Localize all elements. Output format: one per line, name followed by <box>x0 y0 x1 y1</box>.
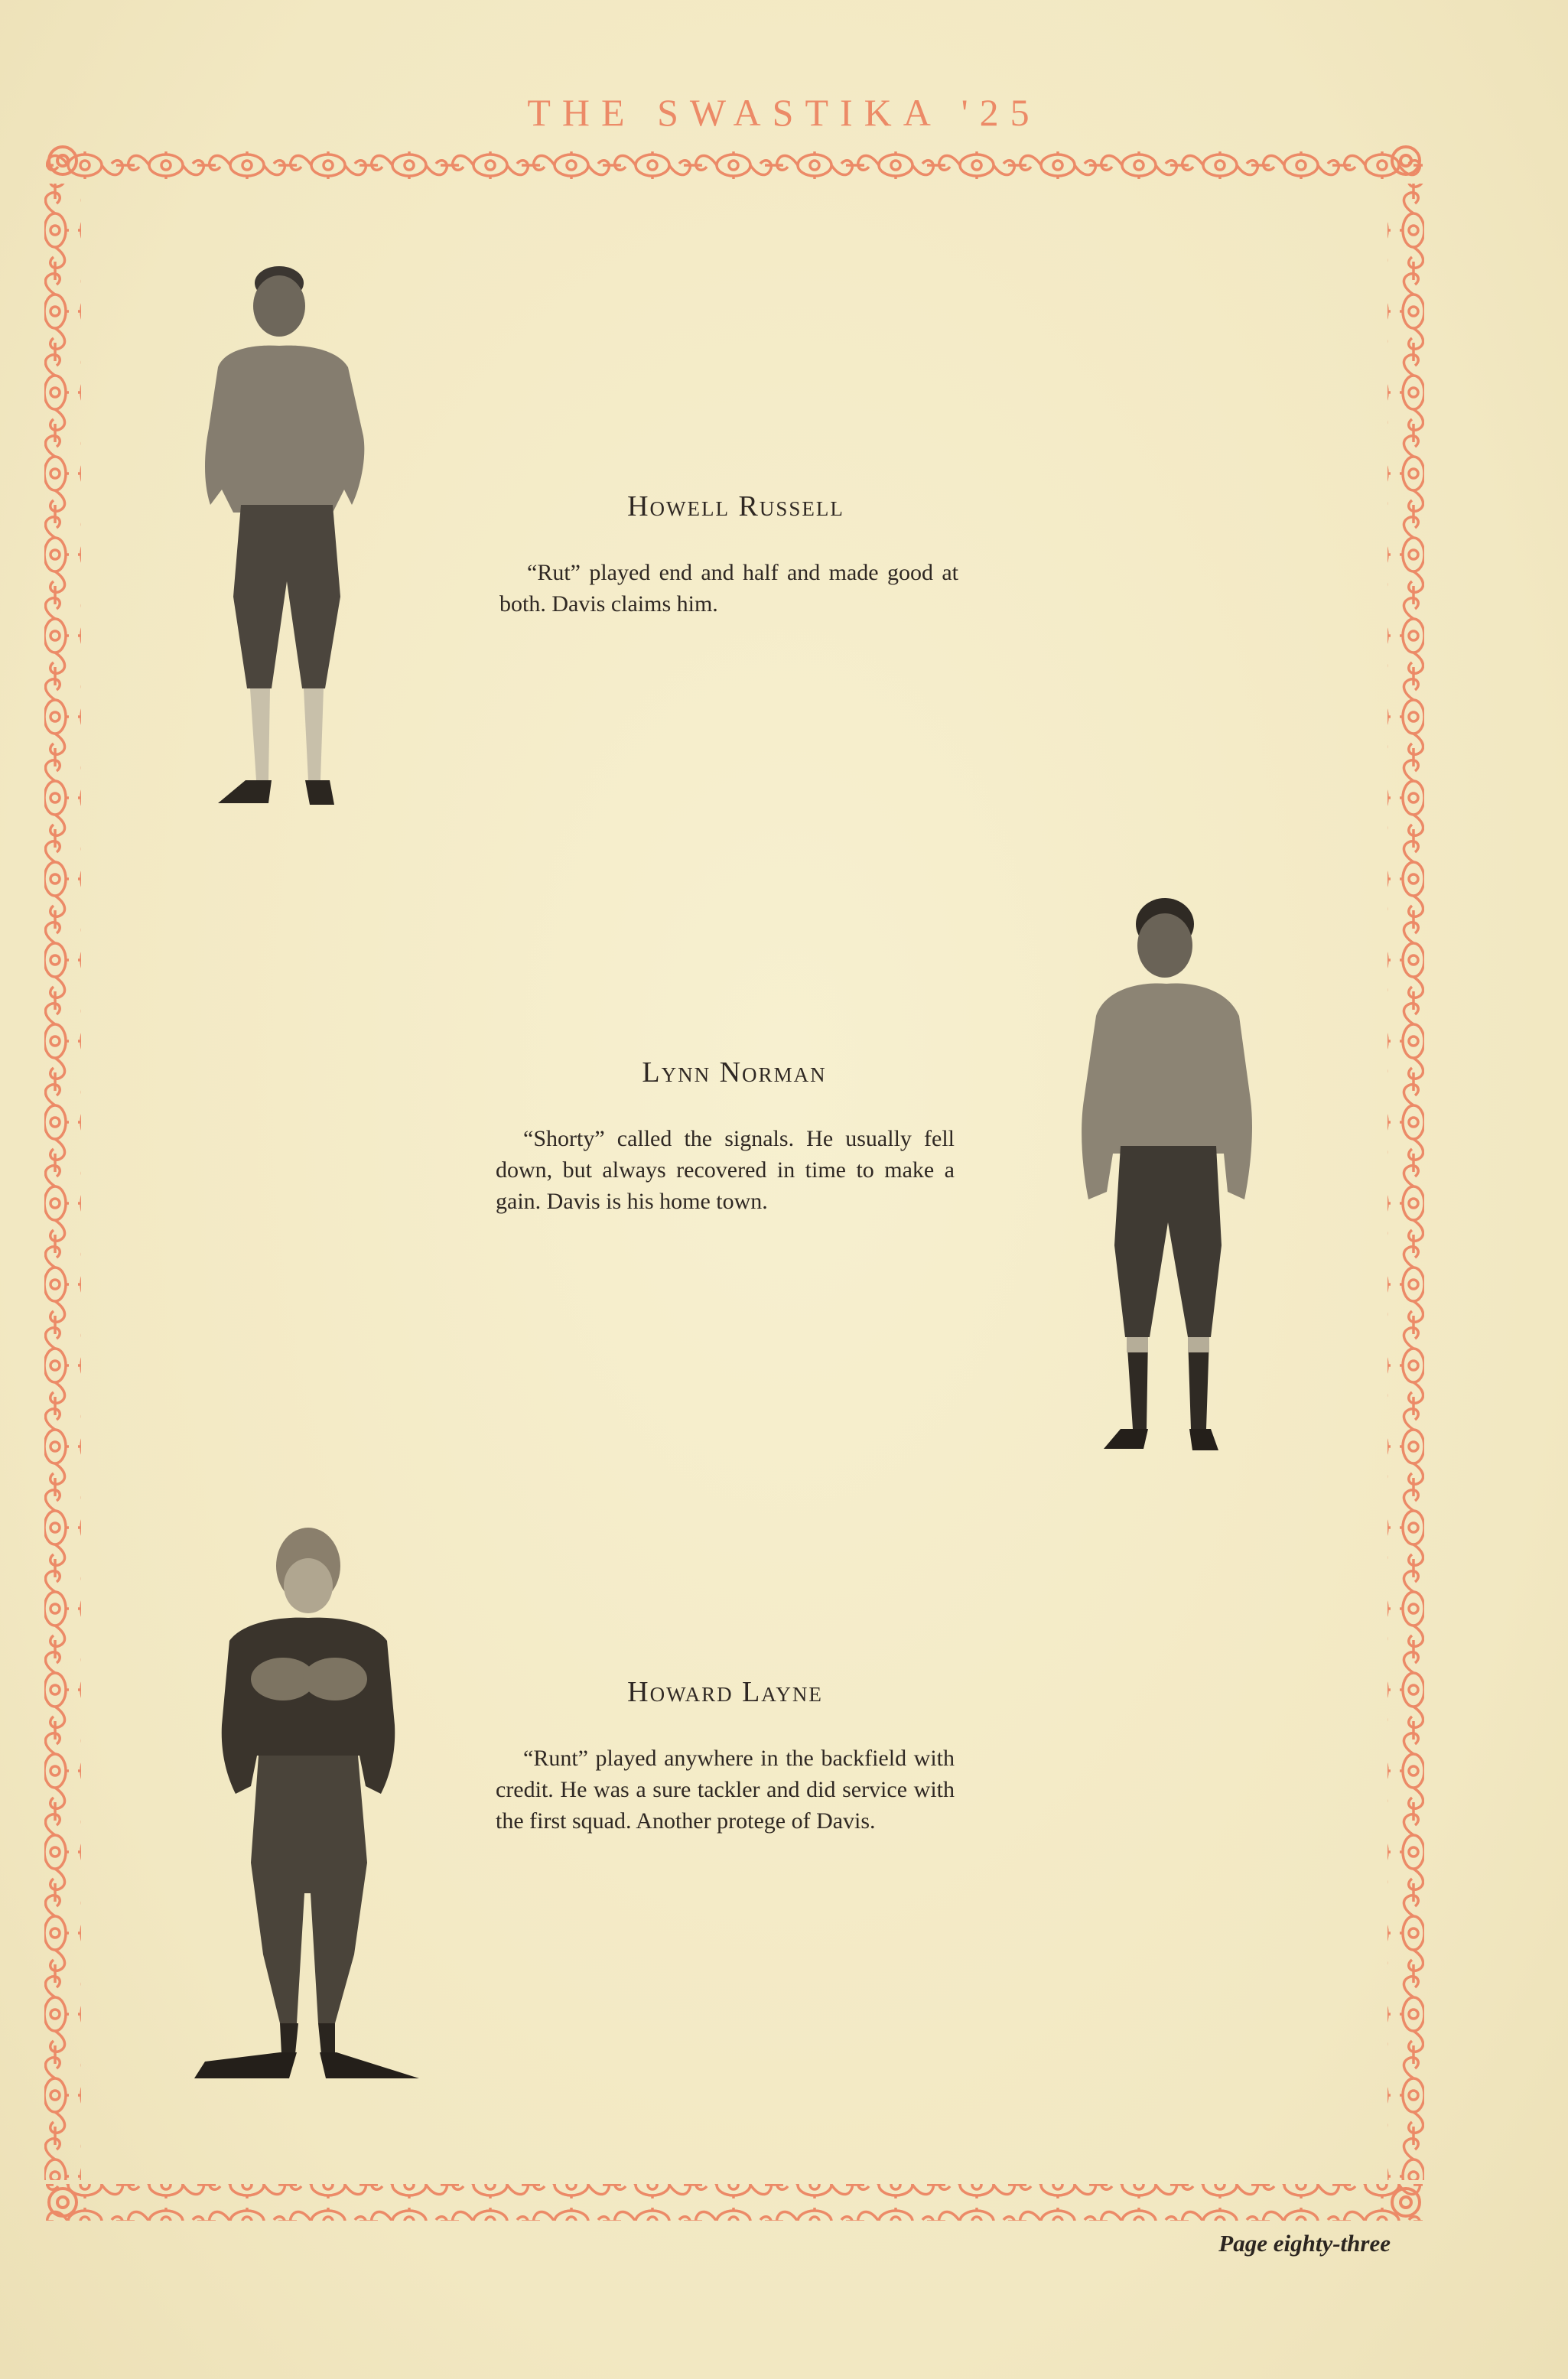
player-photo-layne <box>190 1526 427 2092</box>
player-name-layne: Howard Layne <box>627 1676 823 1708</box>
player-photo-russell <box>195 260 379 811</box>
player-photo-norman <box>1067 893 1266 1460</box>
player-caption-layne <box>496 1743 955 1837</box>
player-caption-layne-text: “Runt” played anywhere in the backfield with credit. He was a sure tackler and did service with the first squad. Another protege of Davis. <box>496 1746 955 1834</box>
player-name-norman: Lynn Norman <box>642 1056 827 1089</box>
player-caption-russell <box>499 557 958 620</box>
player-caption-russell-text: “Rut” played end and half and made good at both. Davis claims him. <box>499 560 958 617</box>
player-caption-norman <box>496 1123 955 1217</box>
player-caption-norman-text: “Shorty” called the signals. He usually fell down, but always recovered in time to make a gain. Davis is his home town. <box>496 1126 955 1214</box>
player-name-russell: Howell Russell <box>627 490 844 522</box>
running-head: THE SWASTIKA '25 <box>527 91 1041 134</box>
page-number: Page eighty-three <box>1218 2230 1391 2257</box>
